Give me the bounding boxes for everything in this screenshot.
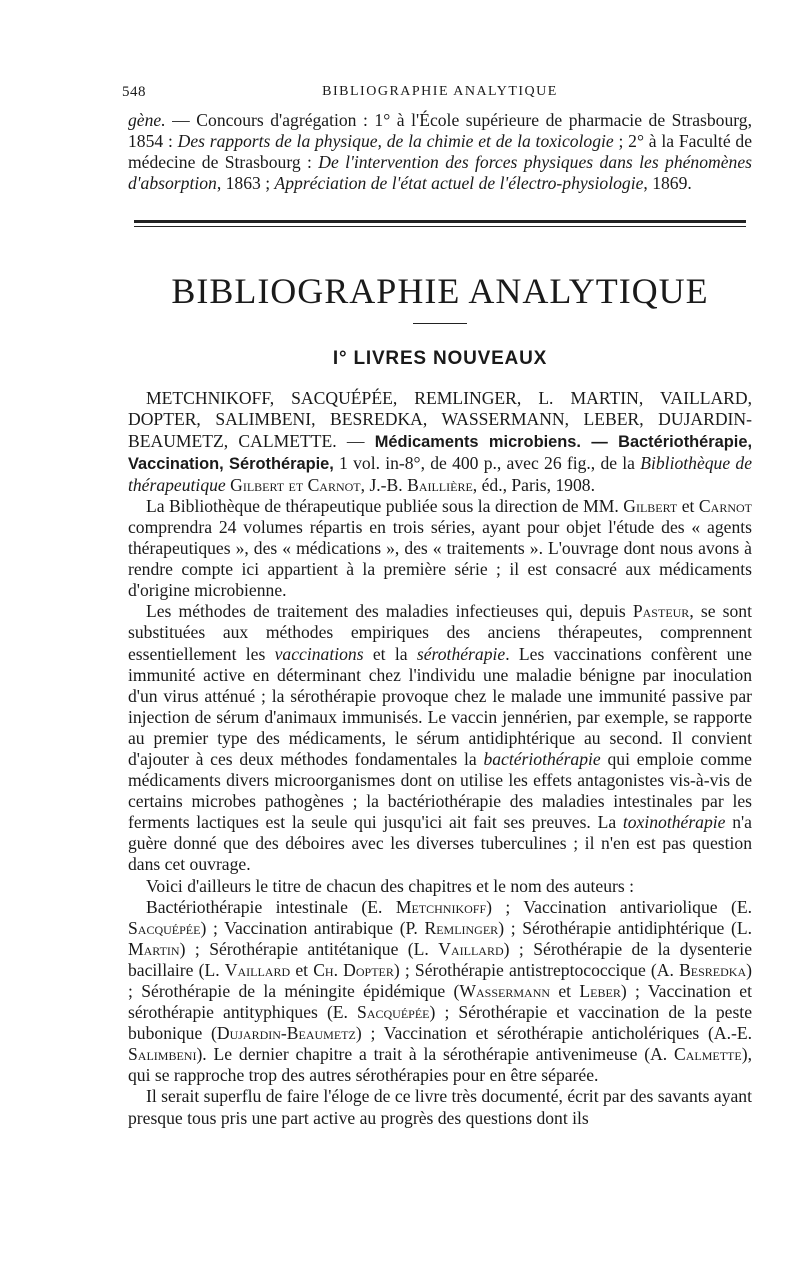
person-name: Calmette [674,1044,742,1065]
review-paragraph-4 [128,897,752,1087]
bio-work-title: Des rapports de la physique, de la chimie et de la toxicologie [177,131,614,152]
person-name: Martin [128,938,180,959]
text: n'a guère donné que des déboires avec les diverses tuberculines ; il n'en est pas question dans cet ouvrage. [128,812,752,875]
emphasis: sérothérapie [416,643,506,664]
book-entry [128,388,752,1128]
entry-editors: Gilbert et Carnot [225,474,361,495]
person-name: Dujardin-Beaumetz [216,1023,356,1044]
text: ). Le dernier chapitre a trait à la sérothérapie antivenimeuse (A. [196,1044,674,1065]
bio-work-title: Appréciation de l'état actuel de l'électro-physiologie [274,173,644,194]
person-name: Vaillard [224,959,291,980]
running-title: BIBLIOGRAPHIE ANALYTIQUE [322,84,558,99]
person-name: Remlinger [424,917,499,938]
review-paragraph-2 [128,601,752,875]
entry-series: Bibliothèque de thérapeutique [128,452,753,495]
rule-thick [134,220,746,223]
text: ) ; Vaccination antivariolique (E. [486,896,752,917]
text: . Les vaccinations confèrent une immunité active en déterminant chez l'individu une maladie bénigne par inoculation d'un virus atténué ; la sérothérapie provoque chez le malade une immunité passive par injection de sérum d'animaux immunisés. Le vaccin jennérien, par exemple, se rapporte au premier type des médicaments, le sérum antidiphtérique au second. Il convient d'ajouter à ces deux méthodes fondamentales la [128,643,752,769]
text: ) ; Sérothérapie antistreptococcique (A. [393,959,680,980]
entry-details: , éd., Paris, 1908. [472,474,595,495]
text: comprendra 24 volumes répartis en trois séries, ayant pour objet l'étude des « agents thérapeutiques », des « médications », des « traitements ». L'ouvrage dont nous avons à rendre compte ici appartient à la première série ; il est consacré aux médicaments d'origine microbienne. [128,516,752,601]
bio-text: , 1869. [643,173,692,194]
person-name: Ch. Dopter [313,959,394,980]
rule-thin [134,226,746,227]
person-name: Sacquépée [357,1002,430,1023]
text: ), qui se rapproche trop des autres sérothérapies pour en être séparée. [128,1044,752,1086]
entry-publisher: Baillière [407,474,473,495]
text: et [290,959,314,980]
review-paragraph-5 [128,1086,752,1128]
person-name: Leber [579,981,621,1001]
entry-dash: — [336,430,375,451]
page [122,84,753,1129]
text: et [550,981,580,1001]
text: ) ; Sérothérapie de la méningite épidémique ( [128,959,752,1001]
text: ) ; Sérothérapie et vaccination de la peste bubonique ( [128,1002,753,1044]
text: Il serait superflu de faire l'éloge de ce livre très documenté, écrit par des savants ayant presque tous pris une part active au progrès des questions dont ils [128,1086,752,1128]
person-name: Gilbert [623,495,678,516]
page-number: 548 [122,84,146,100]
text: ) ; Sérothérapie de la dysenterie bacillaire (L. [128,938,753,980]
biography-paragraph [128,110,752,194]
person-name: Pasteur [632,601,690,622]
text: qui emploie comme médicaments divers microorganismes dont on utilise les effets antagonistes vis-à-vis de certains microbes pathogènes ; la bactériothérapie des maladies intestinales par les ferments lactiques est la seule qui jusqu'ici ait fait ses preuves. La [128,748,752,833]
text: La Bibliothèque de thérapeutique publiée sous la direction de MM. [146,495,624,516]
emphasis: vaccinations [274,643,364,664]
bio-text: — Concours d'agrégation : 1° à l'École supérieure de pharmacie de Strasbourg, 1854 : [128,110,752,152]
text: ) ; Vaccination et sérothérapie antityphiques (E. [128,981,753,1023]
person-name: Sacquépée [128,917,201,938]
person-name: Carnot [698,495,752,516]
bio-text: gène. [128,110,166,130]
text: et la [363,643,417,664]
bio-text: , 1863 ; [216,173,275,194]
entry-authors: METCHNIKOFF, SACQUÉPÉE, REMLINGER, L. MARTIN, VAILLARD, DOPTER, SALIMBENI, BESREDKA, WASSERMANN, LEBER, DUJARDIN-BEAUMETZ, CALMETTE. [128,388,752,451]
bio-work-title: De l'intervention des forces physiques dans les phénomènes d'absorption [128,152,752,194]
entry-details: 1 vol. in-8°, de 400 p., avec 26 fig., de la [333,452,641,473]
person-name: Salimbeni [128,1044,197,1065]
person-name: Besredka [679,959,747,980]
double-rule [134,220,746,227]
emphasis: bactériothérapie [483,748,601,769]
emphasis: toxinothérapie [622,812,726,833]
text: Bactériothérapie intestinale (E. [146,896,396,917]
main-title: BIBLIOGRAPHIE ANALYTIQUE [171,271,709,312]
section-title: I° LIVRES NOUVEAUX [332,348,548,370]
text: Les méthodes de traitement des maladies infectieuses qui, depuis [146,601,633,622]
text: ) ; Sérothérapie antidiphtérique (L. [498,917,752,938]
text: ) ; Vaccination antirabique (P. [200,917,425,938]
text: ) ; Sérothérapie antitétanique (L. [179,938,439,959]
text: ) ; Vaccination et sérothérapie anticholériques (A.-E. [355,1023,752,1044]
person-name: Metchnikoff [395,896,487,917]
person-name: Vaillard [438,938,504,959]
bio-text: ; 2° à la Faculté de médecine de Strasbourg : [128,131,753,173]
review-paragraph-1 [128,496,752,601]
title-underline [413,323,467,324]
person-name: Wassermann [459,981,551,1001]
text: et [677,495,699,516]
review-paragraph-3 [128,876,752,897]
text: Voici d'ailleurs le titre de chacun des chapitres et le nom des auteurs : [146,875,634,896]
running-header [122,84,752,110]
entry-details: , J.-B. [360,474,408,495]
entry-book-title: Médicaments microbiens. — Bactériothérapie, Vaccination, Sérothérapie, [128,432,753,473]
text: , se sont substituées aux méthodes empiriques des anciens thérapeutes, comprennent essentiellement les [128,601,752,664]
